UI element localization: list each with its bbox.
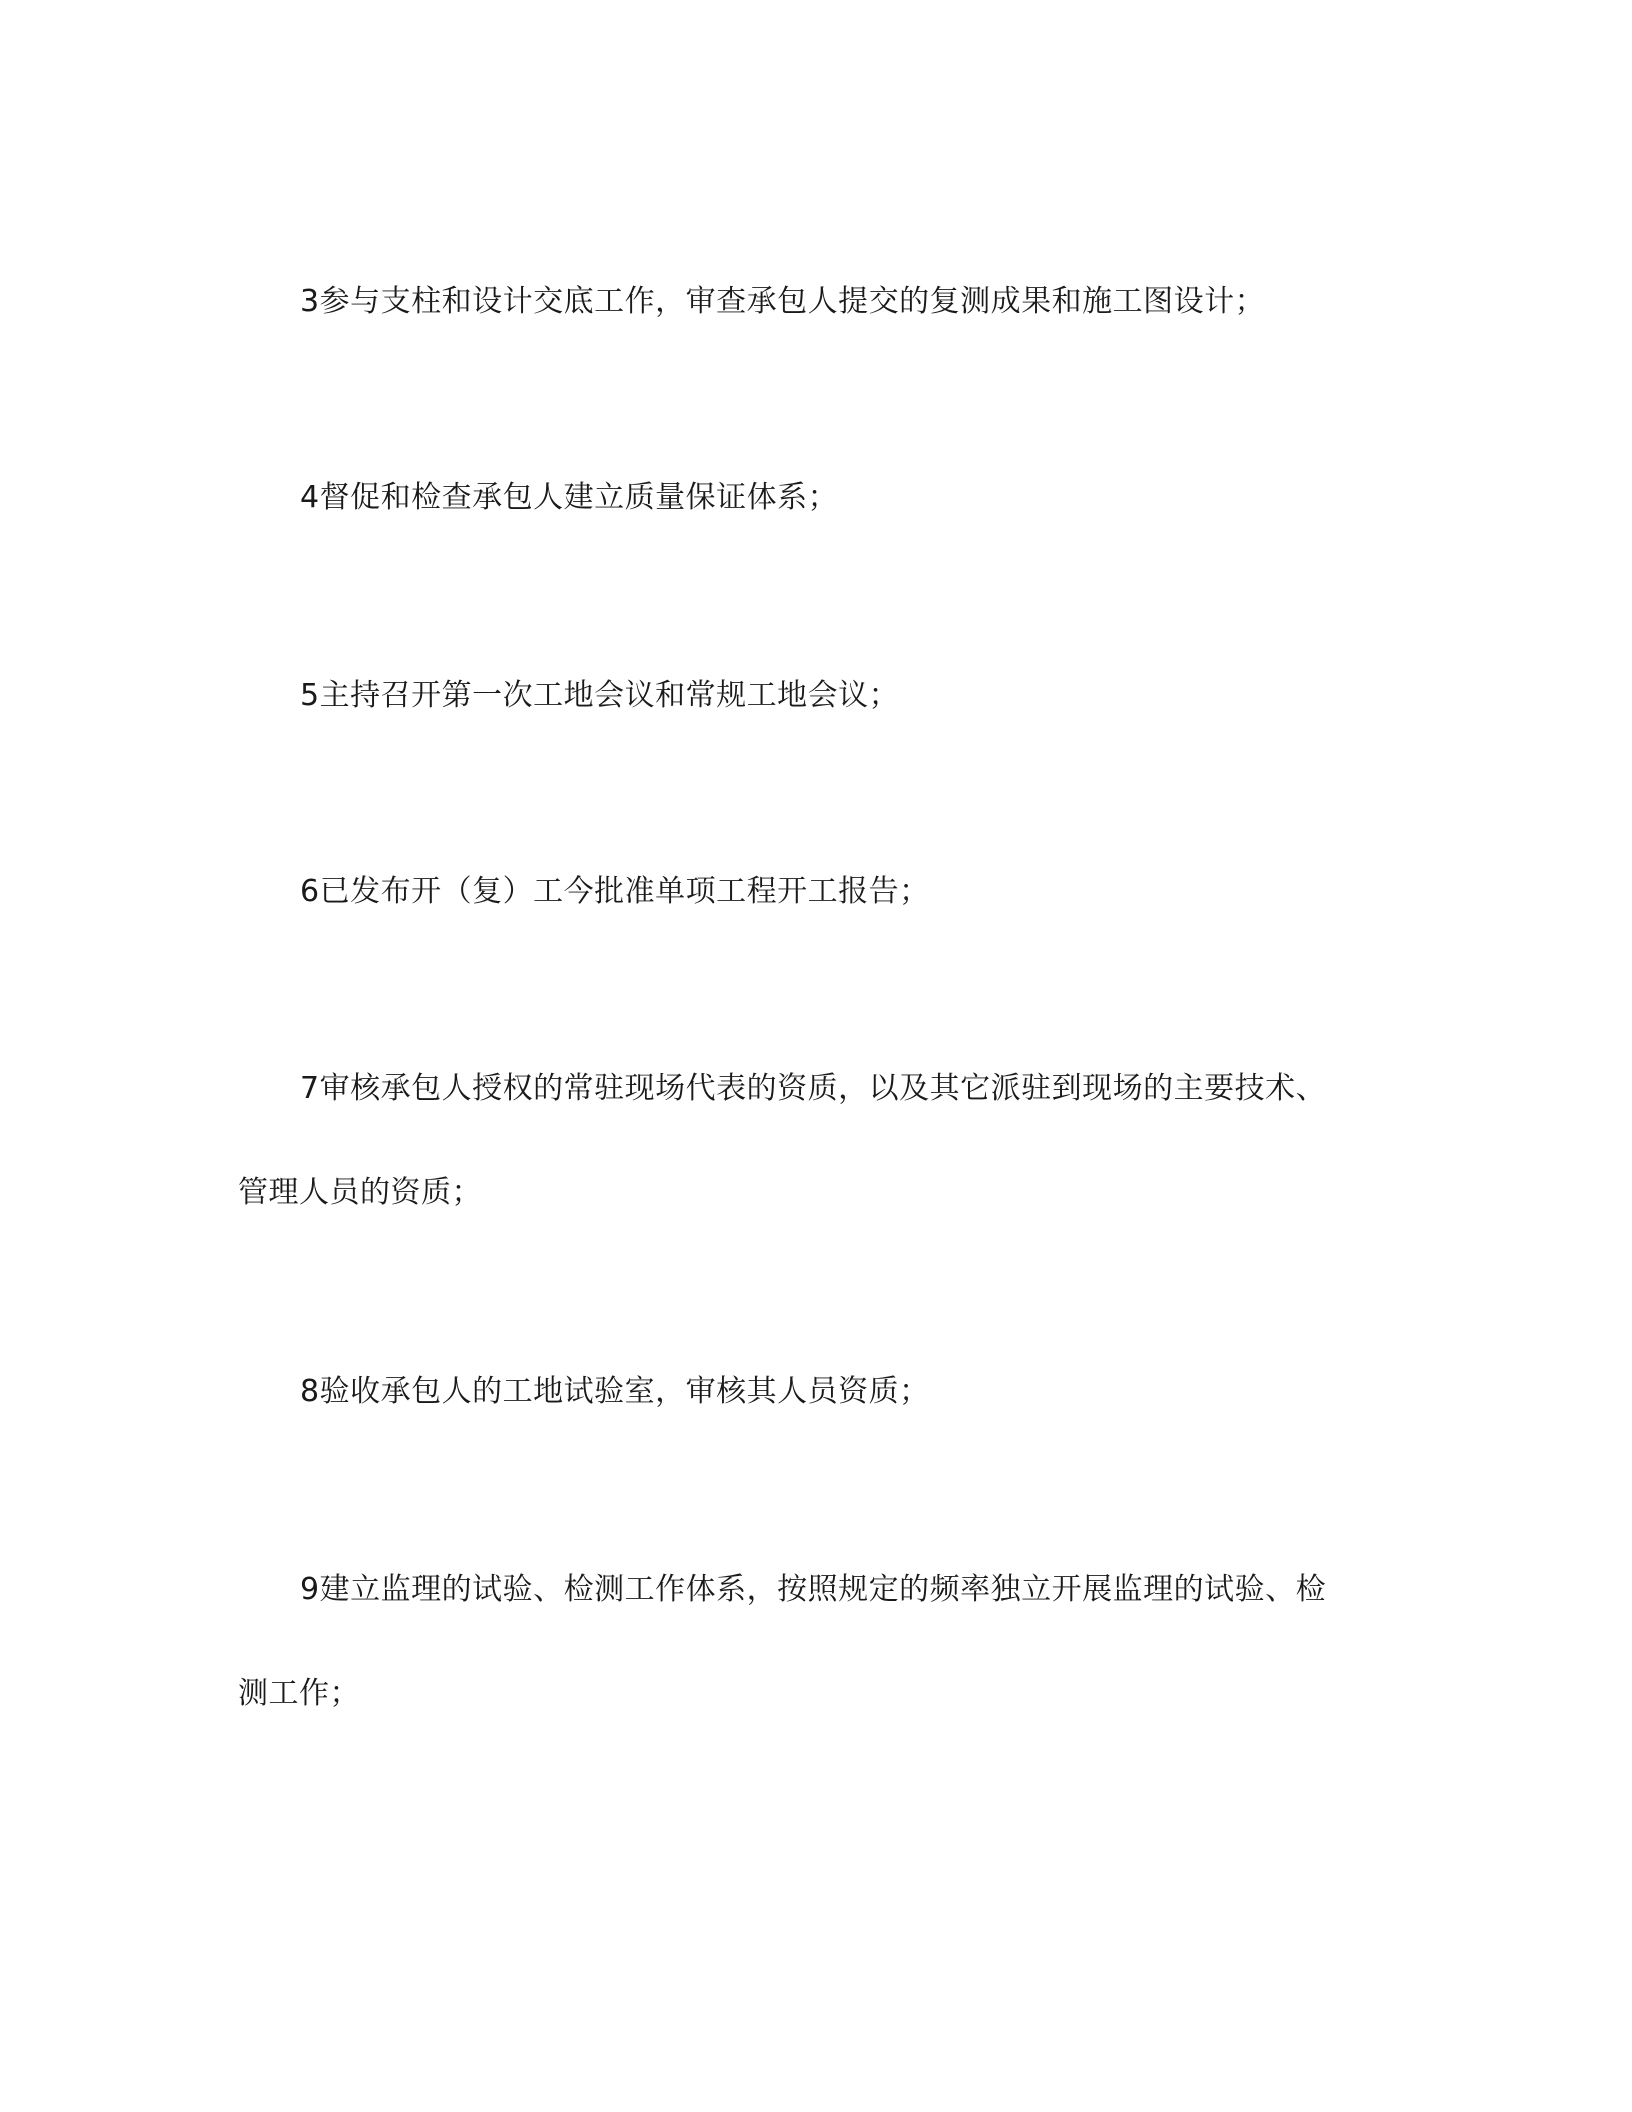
item-6-line-1: 6已发布开（复）工今批准单项工程开工报告； [300, 874, 930, 909]
item-3-line-1: 3参与支柱和设计交底工作，审查承包人提交的复测成果和施工图设计； [300, 284, 1266, 319]
item-5-line-1: 5主持召开第一次工地会议和常规工地会议； [300, 678, 900, 713]
item-7-line-2: 管理人员的资质； [238, 1175, 482, 1210]
item-9-line-2: 测工作； [238, 1676, 360, 1711]
item-7-line-1: 7审核承包人授权的常驻现场代表的资质，以及其它派驻到现场的主要技术、 [300, 1071, 1327, 1106]
item-9-line-1: 9建立监理的试验、检测工作体系，按照规定的频率独立开展监理的试验、检 [300, 1572, 1327, 1607]
item-4-line-1: 4督促和检查承包人建立质量保证体系； [300, 480, 839, 515]
item-8-line-1: 8验收承包人的工地试验室，审核其人员资质； [300, 1374, 930, 1409]
